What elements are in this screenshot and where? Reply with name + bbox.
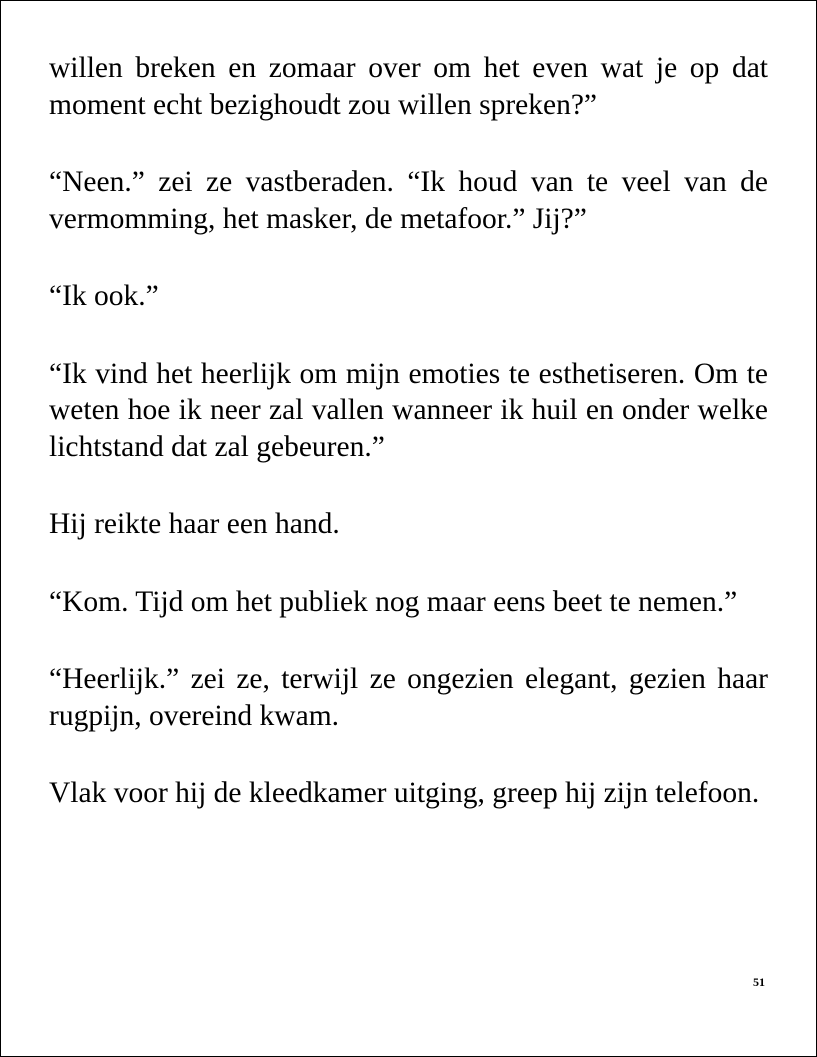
paragraph: “Ik vind het heerlijk om mijn emoties te esthetiseren. Om te weten hoe ik neer zal vallen wanneer ik huil en onder welke lichtstand dat zal gebeuren.” <box>49 357 768 463</box>
paragraph: Hij reikte haar een hand. <box>49 508 340 540</box>
page-number: 51 <box>753 975 765 989</box>
paragraph: Vlak voor hij de kleedkamer uitging, greep hij zijn telefoon. <box>49 777 760 809</box>
paragraph: “Kom. Tijd om het publiek nog maar eens beet te nemen.” <box>49 585 738 618</box>
body-text <box>49 50 768 812</box>
paragraph: “Neen.” zei ze vastberaden. “Ik houd van te veel van de vermomming, het masker, de metafoor.” Jij?” <box>49 166 768 235</box>
paragraph: “Ik ook.” <box>49 280 159 312</box>
paragraph: “Heerlijk.” zei ze, terwijl ze ongezien elegant, gezien haar rugpijn, overeind kwam. <box>49 663 768 732</box>
paragraph: willen breken en zomaar over om het even wat je op dat moment echt bezighoudt zou willen spreken?” <box>49 52 768 121</box>
